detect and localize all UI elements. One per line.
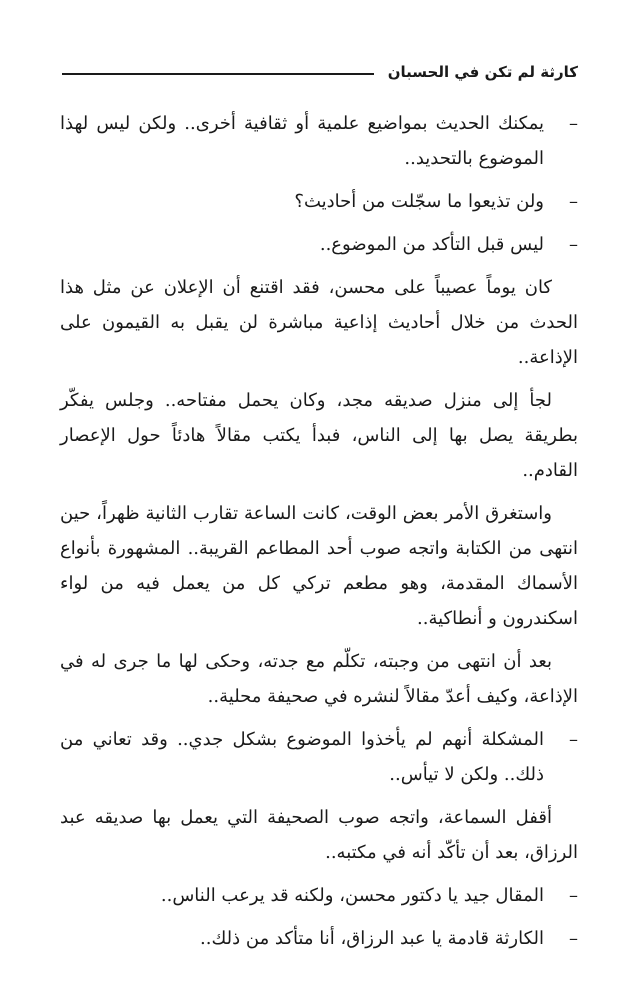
dialogue-dash: – (569, 234, 578, 255)
dialogue-line (60, 184, 578, 219)
dialogue-line (60, 921, 578, 956)
dialogue-text: المقال جيد يا دكتور محسن، ولكنه قد يرعب الناس.. (160, 885, 544, 906)
dialogue-dash: – (569, 928, 578, 949)
dialogue-line (60, 878, 578, 913)
header-rule (62, 73, 374, 75)
running-header (62, 60, 578, 84)
dialogue-text: ولن تذيعوا ما سجّلت من أحاديث؟ (294, 191, 544, 212)
dialogue-text: الكارثة قادمة يا عبد الرزاق، أنا متأكد من ذلك.. (200, 928, 544, 949)
dialogue-dash: – (569, 113, 578, 134)
page-body (60, 106, 578, 964)
narrative-paragraph: كان يوماً عصيباً على محسن، فقد اقتنع أن الإعلان عن مثل هذا الحدث من خلال أحاديث إذاعية مباشرة لن يقبل به القيمون على الإذاعة.. (60, 277, 578, 368)
dialogue-dash: – (569, 191, 578, 212)
dialogue-line (60, 722, 578, 792)
chapter-title: كارثة لم تكن في الحسبان (387, 63, 578, 81)
narrative-paragraph: لجأ إلى منزل صديقه مجد، وكان يحمل مفتاحه.. وجلس يفكّر بطريقة يصل بها إلى الناس، فبدأ يكتب مقالاً هادئاً حول الإعصار القادم.. (60, 390, 578, 481)
narrative-paragraph: واستغرق الأمر بعض الوقت، كانت الساعة تقارب الثانية ظهراً، حين انتهى من الكتابة واتجه صوب أحد المطاعم القريبة.. المشهورة بأنواع الأسماك المقدمة، وهو مطعم تركي كل من يعمل فيه من لواء اسكندرون و أنطاكية.. (60, 503, 578, 629)
dialogue-dash: – (569, 729, 578, 750)
dialogue-line (60, 106, 578, 176)
narrative-paragraph: أقفل السماعة، واتجه صوب الصحيفة التي يعمل بها صديقه عبد الرزاق، بعد أن تأكّد أنه في مكتبه.. (60, 807, 578, 863)
dialogue-line (60, 227, 578, 262)
dialogue-text: المشكلة أنهم لم يأخذوا الموضوع بشكل جدي.. وقد تعاني من ذلك.. ولكن لا تيأس.. (60, 729, 544, 785)
dialogue-text: ليس قبل التأكد من الموضوع.. (319, 234, 544, 255)
dialogue-text: يمكنك الحديث بمواضيع علمية أو ثقافية أخرى.. ولكن ليس لهذا الموضوع بالتحديد.. (60, 113, 544, 169)
dialogue-dash: – (569, 885, 578, 906)
narrative-paragraph: بعد أن انتهى من وجبته، تكلّم مع جدته، وحكى لها ما جرى له في الإذاعة، وكيف أعدّ مقالاً لنشره في صحيفة محلية.. (60, 651, 578, 707)
